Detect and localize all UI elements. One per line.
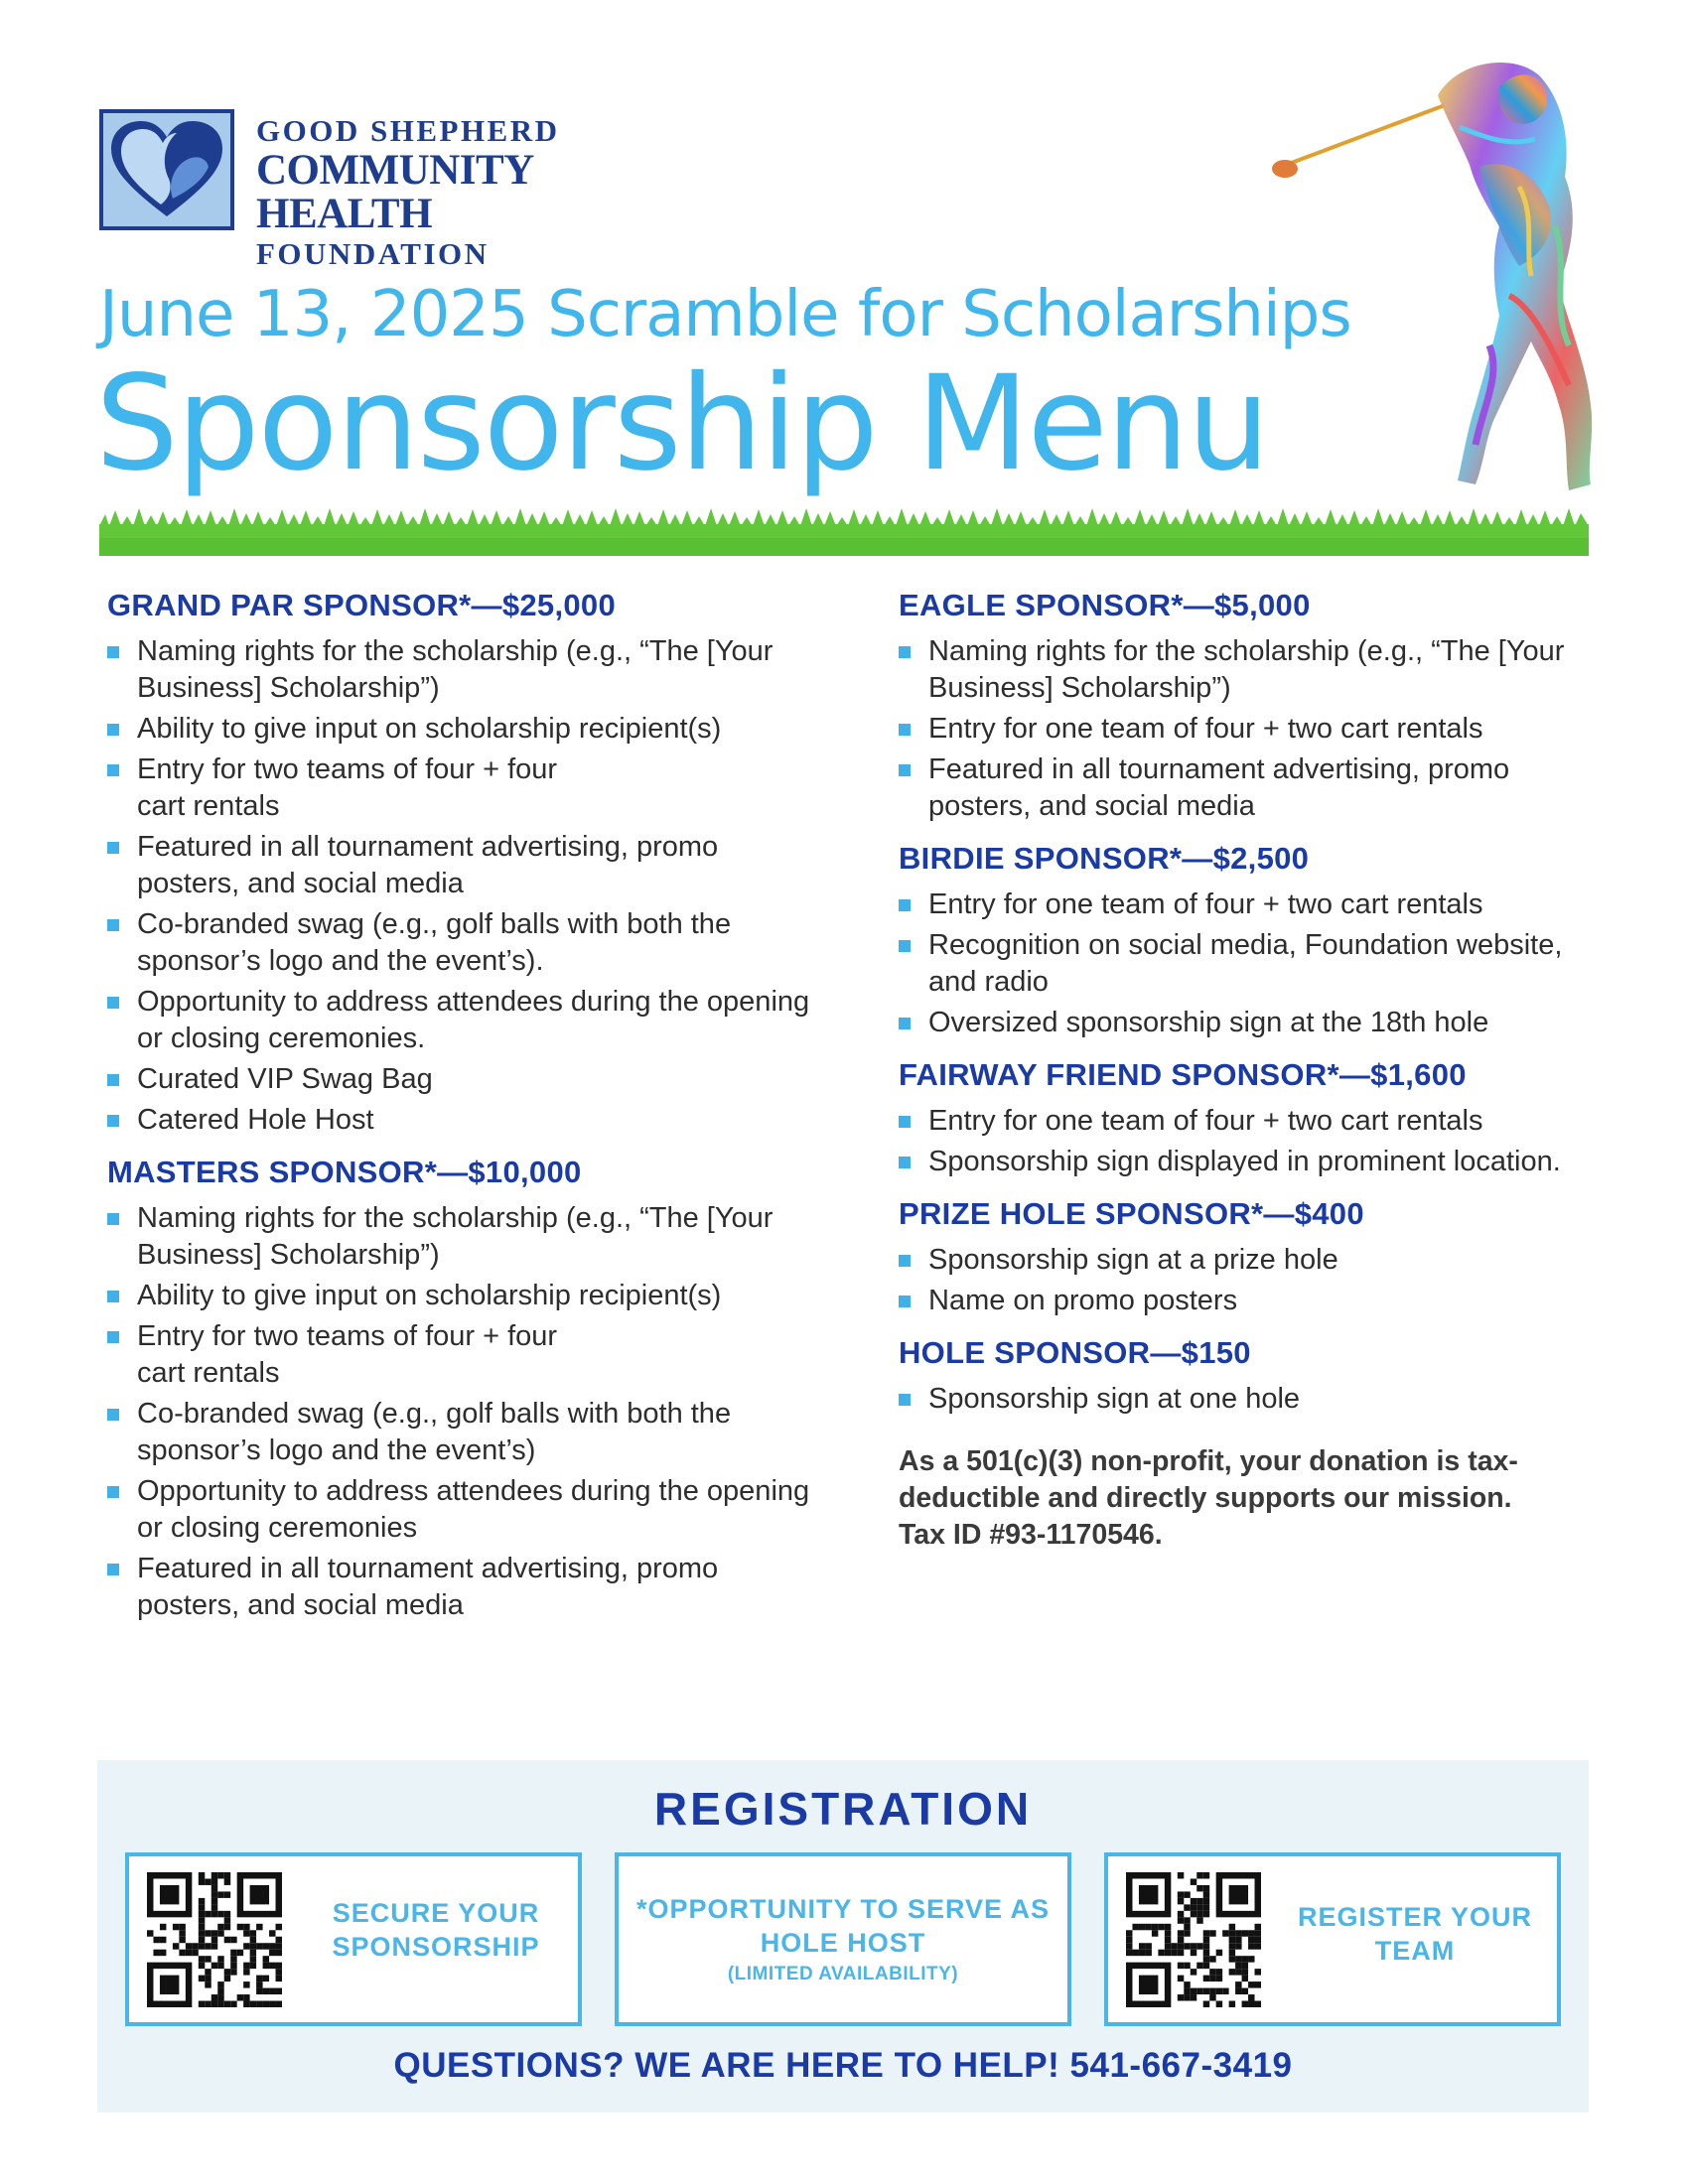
tier-title: PRIZE HOLE SPONSOR*—$400 <box>899 1196 1364 1231</box>
qr-code-icon[interactable] <box>1126 1872 1261 2007</box>
sponsor-column-right <box>899 586 1614 1554</box>
benefit-item: Naming rights for the scholarship (e.g., “The [Your Business] Scholarship”) <box>107 1200 822 1274</box>
tier-grand-par <box>107 586 822 1139</box>
hole-host-card <box>615 1852 1071 2026</box>
benefit-item: Naming rights for the scholarship (e.g., “The [Your Business] Scholarship”) <box>899 633 1614 707</box>
registration-title: REGISTRATION <box>653 1783 1033 1835</box>
card-label: REGISTER YOUR TEAM <box>1297 1902 1533 1966</box>
benefit-item: Sponsorship sign at one hole <box>899 1381 1614 1418</box>
tier-title: MASTERS SPONSOR*—$10,000 <box>107 1155 582 1189</box>
tier-title: FAIRWAY FRIEND SPONSOR*—$1,600 <box>899 1057 1467 1092</box>
page-title: Sponsorship Menu <box>95 347 1269 500</box>
sponsorship-qr-card[interactable] <box>125 1852 582 2026</box>
benefit-item: Ability to give input on scholarship recipient(s) <box>107 711 822 748</box>
tier-masters <box>107 1153 822 1624</box>
benefit-item: Ability to give input on scholarship recipient(s) <box>107 1278 822 1314</box>
card-label: *OPPORTUNITY TO SERVE AS HOLE HOST <box>635 1894 1051 1958</box>
tier-title: HOLE SPONSOR—$150 <box>899 1335 1251 1370</box>
team-registration-qr-card[interactable] <box>1104 1852 1561 2026</box>
logo-line-1: GOOD SHEPHERD <box>256 113 560 148</box>
registration-panel <box>97 1760 1589 2113</box>
benefit-item: Naming rights for the scholarship (e.g., “The [Your Business] Scholarship”) <box>107 633 822 707</box>
benefit-item: Opportunity to address attendees during the opening or closing ceremonies. <box>107 984 822 1057</box>
benefit-item: Name on promo posters <box>899 1283 1614 1319</box>
benefit-item: Entry for two teams of four + four cart rentals <box>107 1318 574 1392</box>
benefit-item: Sponsorship sign displayed in prominent location. <box>899 1144 1614 1180</box>
tier-hole <box>899 1333 1614 1418</box>
golfer-illustration <box>1271 48 1628 506</box>
benefit-item: Oversized sponsorship sign at the 18th hole <box>899 1005 1614 1041</box>
tier-fairway-friend <box>899 1055 1614 1180</box>
benefit-item: Featured in all tournament advertising, promo posters, and social media <box>107 829 822 902</box>
heart-logo-icon <box>99 109 234 230</box>
tier-title: EAGLE SPONSOR*—$5,000 <box>899 588 1311 622</box>
benefit-item: Co-branded swag (e.g., golf balls with both the sponsor’s logo and the event’s). <box>107 906 822 980</box>
tier-title: GRAND PAR SPONSOR*—$25,000 <box>107 588 616 622</box>
foundation-logo <box>99 109 715 271</box>
tier-prize-hole <box>899 1194 1614 1319</box>
benefit-item: Co-branded swag (e.g., golf balls with both the sponsor’s logo and the event’s) <box>107 1396 822 1469</box>
benefit-item: Entry for one team of four + two cart rentals <box>899 711 1614 748</box>
benefit-item: Featured in all tournament advertising, promo posters, and social media <box>107 1551 822 1624</box>
card-sublabel: (LIMITED AVAILABILITY) <box>727 1964 959 1984</box>
benefit-item: Entry for one team of four + two cart rentals <box>899 1103 1614 1140</box>
tier-eagle <box>899 586 1614 825</box>
card-label: SECURE YOUR SPONSORSHIP <box>332 1898 540 1962</box>
benefit-item: Sponsorship sign at a prize hole <box>899 1242 1614 1279</box>
benefit-item: Catered Hole Host <box>107 1102 822 1139</box>
benefit-item: Recognition on social media, Foundation website, and radio <box>899 927 1614 1001</box>
logo-line-2: COMMUNITY HEALTH <box>256 147 533 237</box>
benefit-item: Curated VIP Swag Bag <box>107 1061 822 1098</box>
sponsor-column-left <box>107 586 822 1638</box>
contact-phone[interactable]: QUESTIONS? WE ARE HERE TO HELP! 541-667-3419 <box>393 2046 1293 2085</box>
tier-title: BIRDIE SPONSOR*—$2,500 <box>899 841 1310 876</box>
event-title: June 13, 2025 Scramble for Scholarships <box>99 278 1351 351</box>
logo-line-3: FOUNDATION <box>256 236 490 271</box>
benefit-item: Entry for two teams of four + four cart rentals <box>107 751 574 825</box>
benefit-item: Entry for one team of four + two cart rentals <box>899 887 1614 923</box>
benefit-item: Opportunity to address attendees during the opening or closing ceremonies <box>107 1473 822 1547</box>
tier-birdie <box>899 839 1614 1041</box>
tax-deductible-note: As a 501(c)(3) non-profit, your donation is tax-deductible and directly supports our mission. Tax ID #93-1170546. <box>899 1445 1518 1551</box>
qr-code-icon[interactable] <box>147 1872 282 2007</box>
benefit-item: Featured in all tournament advertising, promo posters, and social media <box>899 751 1614 825</box>
grass-strip <box>99 508 1589 556</box>
